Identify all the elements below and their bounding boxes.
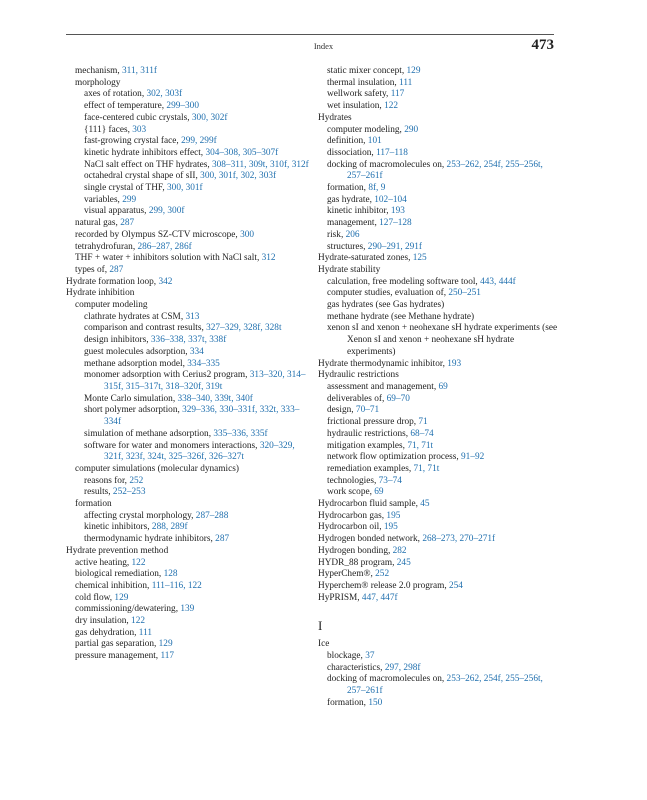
- index-entry: [66, 347, 316, 359]
- index-entry: [66, 300, 316, 312]
- index-entry: [318, 312, 563, 324]
- index-entry-term: short polymer adsorption,: [84, 405, 183, 416]
- index-entry: [318, 429, 563, 441]
- index-entry: [318, 546, 563, 558]
- index-entry-pages[interactable]: 290: [404, 124, 419, 135]
- index-entry-pages[interactable]: 342: [158, 276, 173, 287]
- index-entry-term: xenon sI and xenon + neohexane sH hydrate experiments (see Xenon sI and xenon + neohexane sH hydrate experiments): [327, 323, 558, 357]
- index-entry-pages[interactable]: 338–340, 339t, 340f: [177, 393, 253, 404]
- index-entry-pages[interactable]: 302, 303f: [146, 89, 183, 100]
- index-entry-pages[interactable]: 268–273, 270–271f: [422, 534, 496, 545]
- index-entry: [66, 218, 316, 230]
- index-entry: [66, 323, 316, 335]
- index-entry-term: Hydraulic restrictions: [318, 370, 399, 381]
- index-entry-pages[interactable]: 111: [138, 627, 153, 638]
- index-entry: [66, 639, 316, 651]
- index-entry: [318, 253, 563, 265]
- index-entry-term: HyPRISM,: [318, 592, 362, 603]
- index-entry-pages[interactable]: 303: [132, 124, 147, 135]
- index-entry: [318, 300, 563, 312]
- index-entry: [318, 476, 563, 488]
- index-entry: [318, 581, 563, 593]
- index-entry-term: cold flow,: [75, 592, 115, 603]
- index-entry-term: guest molecules adsorption,: [84, 346, 190, 357]
- index-entry: [66, 78, 316, 90]
- index-entry-term: octahedral crystal shape of sII,: [84, 171, 201, 182]
- index-entry: [318, 160, 563, 183]
- index-entry: [66, 522, 316, 534]
- index-entry: [318, 230, 563, 242]
- index-entry-term: Hydrate-saturated zones,: [318, 253, 413, 264]
- index-entry-pages[interactable]: 101: [367, 136, 382, 147]
- index-entry-term: formation,: [327, 697, 369, 708]
- index-entry-term: reasons for,: [84, 475, 130, 486]
- index-entry: [318, 195, 563, 207]
- index-entry-term: kinetic inhibitors,: [84, 522, 152, 533]
- index-entry: [318, 125, 563, 137]
- index-entry-term: simulation of methane adsorption,: [84, 428, 214, 439]
- index-entry-pages[interactable]: 129: [406, 66, 421, 76]
- index-entry-term: risk,: [327, 229, 346, 240]
- index-entry-pages[interactable]: 313: [185, 311, 200, 322]
- index-entry: [318, 183, 563, 195]
- index-entry-pages[interactable]: 69: [374, 487, 384, 498]
- index-entry: [318, 558, 563, 570]
- index-entry: [66, 195, 316, 207]
- index-entry-term: wellwork safety,: [327, 89, 391, 100]
- index-entry-term: tetrahydrofuran,: [75, 241, 138, 252]
- index-entry-pages[interactable]: 102–104: [374, 194, 407, 205]
- index-entry: [318, 569, 563, 581]
- index-entry: [318, 522, 563, 534]
- index-entry-pages[interactable]: 320–329, 321f, 323f, 324t, 325–326f, 326–327t: [104, 440, 295, 463]
- index-entry-term: management,: [327, 218, 380, 229]
- index-entry: [66, 405, 316, 428]
- index-entry-term: mitigation examples,: [327, 440, 408, 451]
- index-entry-pages[interactable]: 299, 299f: [181, 136, 217, 147]
- index-entry-pages[interactable]: 300, 302f: [191, 112, 228, 123]
- index-entry-pages[interactable]: 288, 289f: [151, 522, 188, 533]
- index-entry: [66, 359, 316, 371]
- index-entry: [318, 405, 563, 417]
- index-entry-term: Hydrocarbon gas,: [318, 510, 387, 521]
- index-entry-pages[interactable]: 282: [392, 545, 407, 556]
- index-entry-term: commissioning/dewatering,: [75, 604, 181, 615]
- index-entry-term: HyperChem®,: [318, 569, 376, 580]
- index-entry-term: Hydrate thermodynamic inhibitor,: [318, 358, 448, 369]
- index-entry: [66, 604, 316, 616]
- index-entry-term: Hydrate formation loop,: [66, 276, 159, 287]
- index-entry-pages[interactable]: 313–320, 314–315f, 315–317t, 318–320f, 319t: [104, 370, 306, 392]
- index-entry-pages[interactable]: 250–251: [448, 288, 481, 299]
- index-entry: [66, 101, 316, 113]
- index-entry: [66, 206, 316, 218]
- index-entry: [318, 639, 563, 651]
- index-entry: [318, 148, 563, 160]
- index-entry: [318, 534, 563, 546]
- index-entry: [318, 242, 563, 254]
- index-entry: [66, 616, 316, 628]
- index-entry-pages[interactable]: 443, 444f: [480, 276, 516, 287]
- index-entry-pages[interactable]: 193: [390, 206, 405, 217]
- index-entry-term: results,: [84, 487, 113, 498]
- index-entry-pages[interactable]: 127–128: [379, 218, 412, 229]
- index-entry: [318, 499, 563, 511]
- index-entry-term: variables,: [84, 194, 123, 205]
- index-entry-term: mechanism,: [75, 66, 122, 76]
- index-entry-pages[interactable]: 252: [375, 569, 390, 580]
- index-entry-term: kinetic inhibitor,: [327, 206, 391, 217]
- index-column-right: [318, 66, 563, 710]
- index-entry: [66, 429, 316, 441]
- index-entry-term: assessment and management,: [327, 381, 439, 392]
- running-header: Index: [313, 41, 334, 51]
- index-entry-pages[interactable]: 290–291, 291f: [367, 241, 423, 252]
- index-entry-pages[interactable]: 150: [368, 697, 383, 708]
- index-entry-pages[interactable]: 129: [114, 592, 129, 603]
- index-entry: [318, 663, 563, 675]
- index-entry: [318, 277, 563, 289]
- index-entry: [66, 335, 316, 347]
- index-entry-pages[interactable]: 254: [448, 580, 463, 591]
- index-entry-term: formation: [75, 499, 112, 510]
- index-entry-term: morphology: [75, 77, 121, 88]
- index-entry: [318, 359, 563, 371]
- index-entry: [66, 628, 316, 640]
- index-entry: [66, 534, 316, 546]
- index-entry-term: Hydrate prevention method: [66, 545, 169, 556]
- index-entry-term: thermodynamic hydrate inhibitors,: [84, 534, 216, 545]
- index-entry-pages[interactable]: 117: [160, 651, 175, 662]
- index-entry-term: deliverables of,: [327, 393, 387, 404]
- index-entry-term: partial gas separation,: [75, 639, 159, 650]
- index-entry-pages[interactable]: 128: [163, 569, 178, 580]
- index-entry-pages[interactable]: 68–74: [410, 428, 434, 439]
- index-entry: [66, 277, 316, 289]
- index-entry: [66, 581, 316, 593]
- index-entry-term: Hydrocarbon fluid sample,: [318, 499, 421, 510]
- index-entry: [66, 464, 316, 476]
- index-entry: [66, 511, 316, 523]
- index-entry-term: face-centered cubic crystals,: [84, 112, 192, 123]
- index-entry-pages[interactable]: 122: [131, 616, 145, 627]
- index-entry-pages[interactable]: 299: [122, 194, 137, 205]
- index-entry-pages[interactable]: 299–300: [166, 101, 199, 112]
- index-entry: [318, 78, 563, 90]
- index-entry-term: natural gas,: [75, 218, 121, 229]
- index-entry: [318, 674, 563, 697]
- index-entry: [66, 171, 316, 183]
- index-entry: [318, 66, 563, 78]
- index-entry-term: methane hydrate (see Methane hydrate): [327, 311, 475, 322]
- index-entry-term: work scope,: [327, 487, 375, 498]
- index-entry-pages[interactable]: 308–311, 309t, 310f, 312f: [211, 159, 309, 170]
- index-entry: [66, 593, 316, 605]
- index-entry-term: docking of macromolecules on,: [327, 674, 447, 685]
- index-entry-pages[interactable]: 311, 311f: [122, 66, 157, 76]
- index-entry-pages[interactable]: 253–262, 254f, 255–256t, 257–261f: [347, 674, 543, 697]
- index-entry-pages[interactable]: 287–288: [195, 510, 229, 521]
- index-entry-pages[interactable]: 300, 301f: [167, 183, 203, 194]
- index-entry-pages[interactable]: 91–92: [461, 452, 485, 463]
- index-entry: [318, 288, 563, 300]
- index-entry: [318, 382, 563, 394]
- index-entry-term: computer simulations (molecular dynamics): [75, 463, 239, 474]
- index-entry-term: wet insulation,: [327, 101, 385, 112]
- index-entry-term: definition,: [327, 136, 368, 147]
- index-entry-term: structures,: [327, 241, 368, 252]
- index-entry: [318, 511, 563, 523]
- index-entry-term: clathrate hydrates at CSM,: [84, 311, 186, 322]
- index-entry-term: frictional pressure drop,: [327, 417, 419, 428]
- index-entry-pages[interactable]: 252–253: [112, 487, 146, 498]
- index-entry: [66, 89, 316, 101]
- index-entry: [318, 417, 563, 429]
- index-entry-term: dissociation,: [327, 147, 377, 158]
- index-entry-term: thermal insulation,: [327, 77, 400, 88]
- index-entry-pages[interactable]: 336–338, 337t, 338f: [150, 335, 227, 346]
- index-entry: [66, 160, 316, 172]
- page-number: 473: [531, 37, 554, 53]
- index-entry-pages[interactable]: 300: [240, 229, 255, 240]
- index-entry-pages[interactable]: 69–70: [386, 393, 410, 404]
- index-entry-term: biological remediation,: [75, 569, 164, 580]
- index-entry-term: effect of temperature,: [84, 101, 167, 112]
- index-entry-term: monomer adsorption with Cerius2 program,: [84, 370, 250, 381]
- index-entry-term: dry insulation,: [75, 616, 132, 627]
- index-entry-term: static mixer concept,: [327, 66, 407, 76]
- index-entry: [66, 265, 316, 277]
- index-entry: [66, 113, 316, 125]
- index-entry-term: characteristics,: [327, 662, 385, 673]
- index-entry-term: comparison and contrast results,: [84, 323, 207, 334]
- index-entry-pages[interactable]: 286–287, 286f: [137, 241, 192, 252]
- index-entry: [66, 394, 316, 406]
- index-entry-term: chemical inhibition,: [75, 580, 152, 591]
- index-entry-term: Ice: [318, 639, 330, 650]
- index-entry-term: Hydrate stability: [318, 264, 381, 275]
- index-entry-pages[interactable]: 304–308, 305–307f: [205, 147, 279, 158]
- index-entry: [318, 265, 563, 277]
- index-entry-pages[interactable]: 195: [386, 510, 401, 521]
- index-entry-pages[interactable]: 206: [345, 229, 360, 240]
- index-entry-term: {111} faces,: [84, 124, 133, 135]
- index-entry-pages[interactable]: 129: [158, 639, 173, 650]
- section-letter: I: [318, 618, 323, 634]
- index-entry: [318, 206, 563, 218]
- index-entry: [66, 558, 316, 570]
- index-entry-term: HYDR_88 program,: [318, 557, 397, 568]
- index-entry-term: THF + water + inhibitors solution with NaCl salt,: [75, 253, 262, 264]
- index-entry: [66, 66, 316, 78]
- index-entry-term: single crystal of THF,: [84, 183, 168, 194]
- index-entry: [318, 698, 563, 710]
- index-entry-term: axes of rotation,: [84, 89, 147, 100]
- index-entry: [318, 136, 563, 148]
- index-entry-term: Hydrocarbon oil,: [318, 522, 384, 533]
- index-entry-pages[interactable]: 122: [384, 101, 399, 112]
- index-entry: [66, 148, 316, 160]
- index-entry-term: NaCl salt effect on THF hydrates,: [84, 159, 212, 170]
- index-entry: [318, 487, 563, 499]
- index-entry-pages[interactable]: 287: [109, 264, 124, 275]
- index-entry: [318, 452, 563, 464]
- index-entry-term: hydraulic restrictions,: [327, 428, 411, 439]
- index-entry-term: Hydrate inhibition: [66, 288, 135, 299]
- index-entry: [66, 441, 316, 464]
- index-entry: [318, 323, 563, 358]
- index-entry: [66, 487, 316, 499]
- index-entry: [66, 288, 316, 300]
- index-entry-pages[interactable]: 312: [261, 253, 276, 264]
- index-entry-term: Hydrates: [318, 112, 352, 123]
- index-entry-pages[interactable]: 300, 301f, 302, 303f: [200, 171, 277, 182]
- index-entry: [318, 441, 563, 453]
- index-entry-pages[interactable]: 37: [365, 651, 375, 662]
- index-entry-term: pressure management,: [75, 651, 161, 662]
- index-entry-pages[interactable]: 111–116, 122: [151, 580, 202, 591]
- index-entry-term: remediation examples,: [327, 463, 414, 474]
- index-entry-term: computer modeling,: [327, 124, 405, 135]
- index-entry-term: formation,: [327, 183, 369, 194]
- index-entry-term: active heating,: [75, 557, 132, 568]
- index-entry-pages[interactable]: 297, 298f: [384, 662, 421, 673]
- index-entry-pages[interactable]: 287: [215, 534, 230, 545]
- index-entry-pages[interactable]: 117: [390, 89, 405, 100]
- index-entry-term: design inhibitors,: [84, 335, 151, 346]
- index-entry-term: gas dehydration,: [75, 627, 139, 638]
- index-entry: [66, 569, 316, 581]
- index-entry: [318, 218, 563, 230]
- index-entry-term: computer studies, evaluation of,: [327, 288, 449, 299]
- index-entry-pages[interactable]: 193: [447, 358, 462, 369]
- index-entry-term: kinetic hydrate inhibitors effect,: [84, 147, 206, 158]
- index-entry-term: Hyperchem® release 2.0 program,: [318, 580, 449, 591]
- index-entry-term: design,: [327, 405, 356, 416]
- index-entry-term: calculation, free modeling software tool,: [327, 276, 481, 287]
- index-entry-term: docking of macromolecules on,: [327, 159, 447, 170]
- index-entry: [318, 113, 563, 125]
- index-entry: [66, 546, 316, 558]
- index-entry-term: blockage,: [327, 651, 366, 662]
- index-entry: [318, 464, 563, 476]
- index-entry-term: Hydrogen bonding,: [318, 545, 393, 556]
- index-entry: [66, 370, 316, 393]
- index-entry: [66, 499, 316, 511]
- index-entry: [66, 230, 316, 242]
- index-entry-pages[interactable]: 327–329, 328f, 328t: [206, 323, 282, 334]
- index-entry-term: software for water and monomers interactions,: [84, 440, 260, 451]
- index-entry-pages[interactable]: 71: [418, 417, 428, 428]
- index-entry-term: Hydrogen bonded network,: [318, 534, 423, 545]
- index-entry: [66, 183, 316, 195]
- index-entry-term: types of,: [75, 264, 110, 275]
- index-entry-term: network flow optimization process,: [327, 452, 462, 463]
- index-entry-pages[interactable]: 125: [412, 253, 427, 264]
- index-entry: [318, 101, 563, 113]
- index-entry-term: Monte Carlo simulation,: [84, 393, 178, 404]
- index-entry-term: technologies,: [327, 475, 379, 486]
- index-entry-pages[interactable]: 139: [180, 604, 195, 615]
- index-entry-term: methane adsorption model,: [84, 358, 188, 369]
- index-entry: [318, 89, 563, 101]
- index-entry: [318, 593, 563, 605]
- index-entry-pages[interactable]: 245: [396, 557, 411, 568]
- index-entry-pages[interactable]: 252: [129, 475, 144, 486]
- index-entry: [66, 312, 316, 324]
- index-entry: [66, 476, 316, 488]
- index-entry: [66, 242, 316, 254]
- index-entry-pages[interactable]: 71, 71t: [407, 440, 434, 451]
- index-entry: [66, 136, 316, 148]
- index-entry: [66, 125, 316, 137]
- index-entry-pages[interactable]: 69: [438, 381, 448, 392]
- index-entry-pages[interactable]: 287: [120, 218, 135, 229]
- index-entry-pages[interactable]: 334: [189, 346, 204, 357]
- index-entry-pages[interactable]: 8f, 9: [368, 183, 386, 194]
- index-column-left: [66, 66, 316, 663]
- index-entry: [318, 370, 563, 382]
- index-entry-term: recorded by Olympus SZ-CTV microscope,: [75, 229, 241, 240]
- index-entry-pages[interactable]: 195: [383, 522, 398, 533]
- index-entry-term: gas hydrate,: [327, 194, 375, 205]
- header-rule: [66, 34, 554, 35]
- index-entry: [318, 394, 563, 406]
- index-entry-pages[interactable]: 70–71: [355, 405, 380, 416]
- index-entry-term: gas hydrates (see Gas hydrates): [327, 300, 445, 311]
- index-entry-pages[interactable]: 45: [420, 499, 430, 510]
- index-entry-term: computer modeling: [75, 300, 148, 311]
- index-entry: [318, 651, 563, 663]
- index-entry-pages[interactable]: 329–336, 330–331f, 332t, 333–334f: [104, 405, 300, 428]
- index-entry-term: visual apparatus,: [84, 206, 149, 217]
- index-entry-pages[interactable]: 334–335: [187, 358, 220, 369]
- index-entry-pages[interactable]: 111: [399, 77, 413, 88]
- index-entry-term: fast-growing crystal face,: [84, 136, 182, 147]
- index-entry: [66, 253, 316, 265]
- index-entry-pages[interactable]: 447, 447f: [361, 592, 398, 603]
- index-entry-pages[interactable]: 73–74: [378, 475, 402, 486]
- index-entry-pages[interactable]: 335–336, 335f: [213, 428, 268, 439]
- index-entry-term: affecting crystal morphology,: [84, 510, 196, 521]
- index-entry: [66, 651, 316, 663]
- index-entry-pages[interactable]: 71, 71t: [413, 463, 440, 474]
- index-entry-pages[interactable]: 117–118: [376, 147, 408, 158]
- index-entry-pages[interactable]: 299, 300f: [148, 206, 185, 217]
- index-entry-pages[interactable]: 122: [131, 557, 146, 568]
- index-entry-pages[interactable]: 253–262, 254f, 255–256t, 257–261f: [347, 159, 543, 182]
